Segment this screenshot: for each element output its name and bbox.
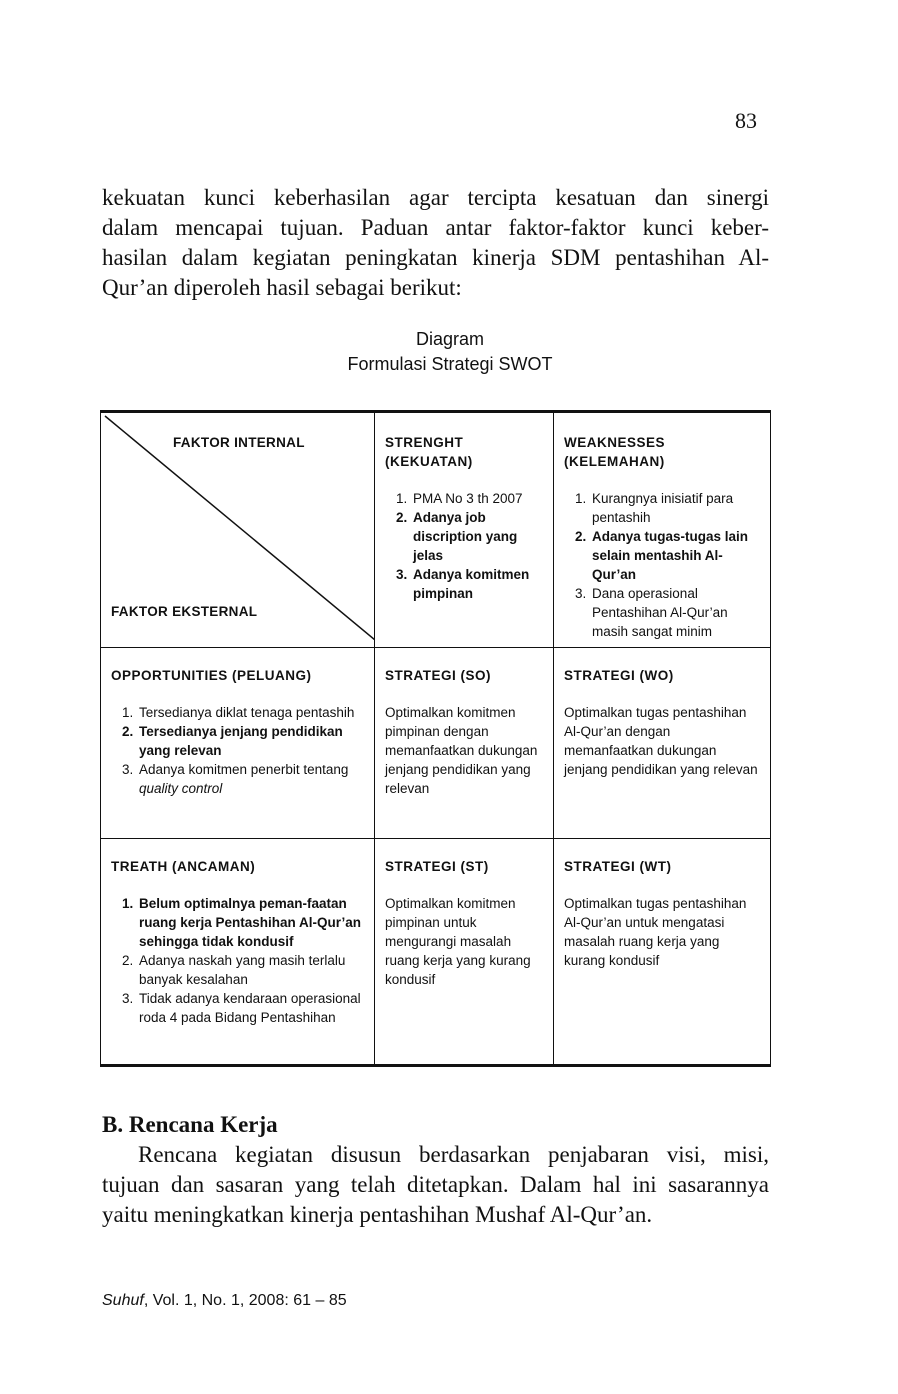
opportunity-item (137, 760, 364, 798)
faktor-eksternal-label: FAKTOR EKSTERNAL (111, 604, 258, 619)
strategy-st-cell (375, 839, 554, 1066)
footer-details: , Vol. 1, No. 1, 2008: 61 – 85 (143, 1292, 347, 1309)
diagram-title (300, 327, 600, 377)
swot-table (100, 410, 771, 1067)
section-line: tujuan dan sasaran yang telah ditetapkan. Dalam hal ini sasarannya (102, 1172, 769, 1197)
strength-heading: STRENGHT (KEKUATAN) (385, 435, 473, 469)
threats-cell (101, 839, 375, 1066)
strength-item: 2. Adanya job discription yang jelas (411, 508, 543, 565)
intro-line: dalam mencapai tujuan. Paduan antar faktor-faktor kunci keber- (102, 215, 769, 240)
section-line: Rencana kegiatan disusun berdasarkan penjabaran visi, misi, (138, 1142, 769, 1167)
weakness-item: 2. Adanya tugas-tugas lain selain mentashih Al-Qur’an (590, 527, 760, 584)
strategy-wo-cell (554, 648, 771, 839)
diagram-title-line2: Formulasi Strategi SWOT (347, 354, 553, 374)
strength-item: 1. PMA No 3 th 2007 (411, 489, 543, 508)
swot-header-row (101, 412, 771, 648)
page-number: 83 (735, 108, 757, 133)
threat-item: 3. Tidak adanya kendaraan operasional roda 4 pada Bidang Pentashihan (137, 989, 364, 1027)
opportunities-cell (101, 648, 375, 839)
opportunity-item: 1. Tersedianya diklat tenaga pentashih (137, 703, 364, 722)
strategy-st-heading: STRATEGI (ST) (385, 859, 489, 874)
strategy-wt-text: Optimalkan tugas pentashihan Al-Qur’an untuk mengatasi masalah ruang kerja yang kurang kondusif (564, 896, 747, 968)
faktor-internal-label: FAKTOR INTERNAL (173, 435, 305, 450)
strategy-wt-heading: STRATEGI (WT) (564, 859, 672, 874)
footer-citation (102, 1292, 347, 1310)
threat-item: 1. Belum optimalnya peman-faatan ruang kerja Pentashihan Al-Qur’an sehingga tidak kondusif (137, 894, 364, 951)
section-line: yaitu meningkatkan kinerja pentashihan Mushaf Al-Qur’an. (102, 1202, 653, 1227)
strategy-so-text: Optimalkan komitmen pimpinan dengan memanfaatkan dukungan jenjang pendidikan yang relevan (385, 705, 538, 796)
intro-line: Qur’an diperoleh hasil sebagai berikut: (102, 275, 462, 300)
opportunity-item-text: Adanya komitmen penerbit tentang (139, 762, 349, 777)
opportunity-item-italic: quality control (139, 781, 223, 796)
intro-line: hasilan dalam kegiatan peningkatan kinerja SDM pentashihan Al- (102, 245, 769, 270)
opportunities-row (101, 648, 771, 839)
section-heading: B. Rencana Kerja (102, 1112, 278, 1137)
weakness-cell (554, 412, 771, 648)
strategy-wo-heading: STRATEGI (WO) (564, 668, 674, 683)
intro-paragraph (102, 183, 769, 303)
opportunity-item: 2. Tersedianya jenjang pendidikan yang relevan (137, 722, 364, 760)
footer-journal: Suhuf (102, 1292, 144, 1309)
intro-line: kekuatan kunci keberhasilan agar tercipta kesatuan dan sinergi (102, 185, 769, 210)
swot-corner-cell (101, 412, 375, 648)
weakness-item: 1. Kurangnya inisiatif para pentashih (590, 489, 760, 527)
strength-item: 3. Adanya komitmen pimpinan (411, 565, 543, 603)
strategy-wo-text: Optimalkan tugas pentashihan Al-Qur’an dengan memanfaatkan dukungan jenjang pendidikan yang relevan (564, 705, 758, 777)
weakness-heading: WEAKNESSES (KELEMAHAN) (564, 435, 666, 469)
threats-heading: TREATH (ANCAMAN) (111, 859, 256, 874)
strategy-wt-cell (554, 839, 771, 1066)
strategy-st-text: Optimalkan komitmen pimpinan untuk mengurangi masalah ruang kerja yang kurang kondusif (385, 896, 531, 987)
diagram-title-line1: Diagram (415, 329, 485, 349)
threat-item: 2. Adanya naskah yang masih terlalu banyak kesalahan (137, 951, 364, 989)
threats-row (101, 839, 771, 1066)
opportunities-heading: OPPORTUNITIES (PELUANG) (111, 668, 312, 683)
weakness-item: 3. Dana operasional Pentashihan Al-Qur’an masih sangat minim (590, 584, 760, 641)
section-paragraph (102, 1140, 769, 1230)
strategy-so-heading: STRATEGI (SO) (385, 668, 491, 683)
strategy-so-cell (375, 648, 554, 839)
strength-cell (375, 412, 554, 648)
